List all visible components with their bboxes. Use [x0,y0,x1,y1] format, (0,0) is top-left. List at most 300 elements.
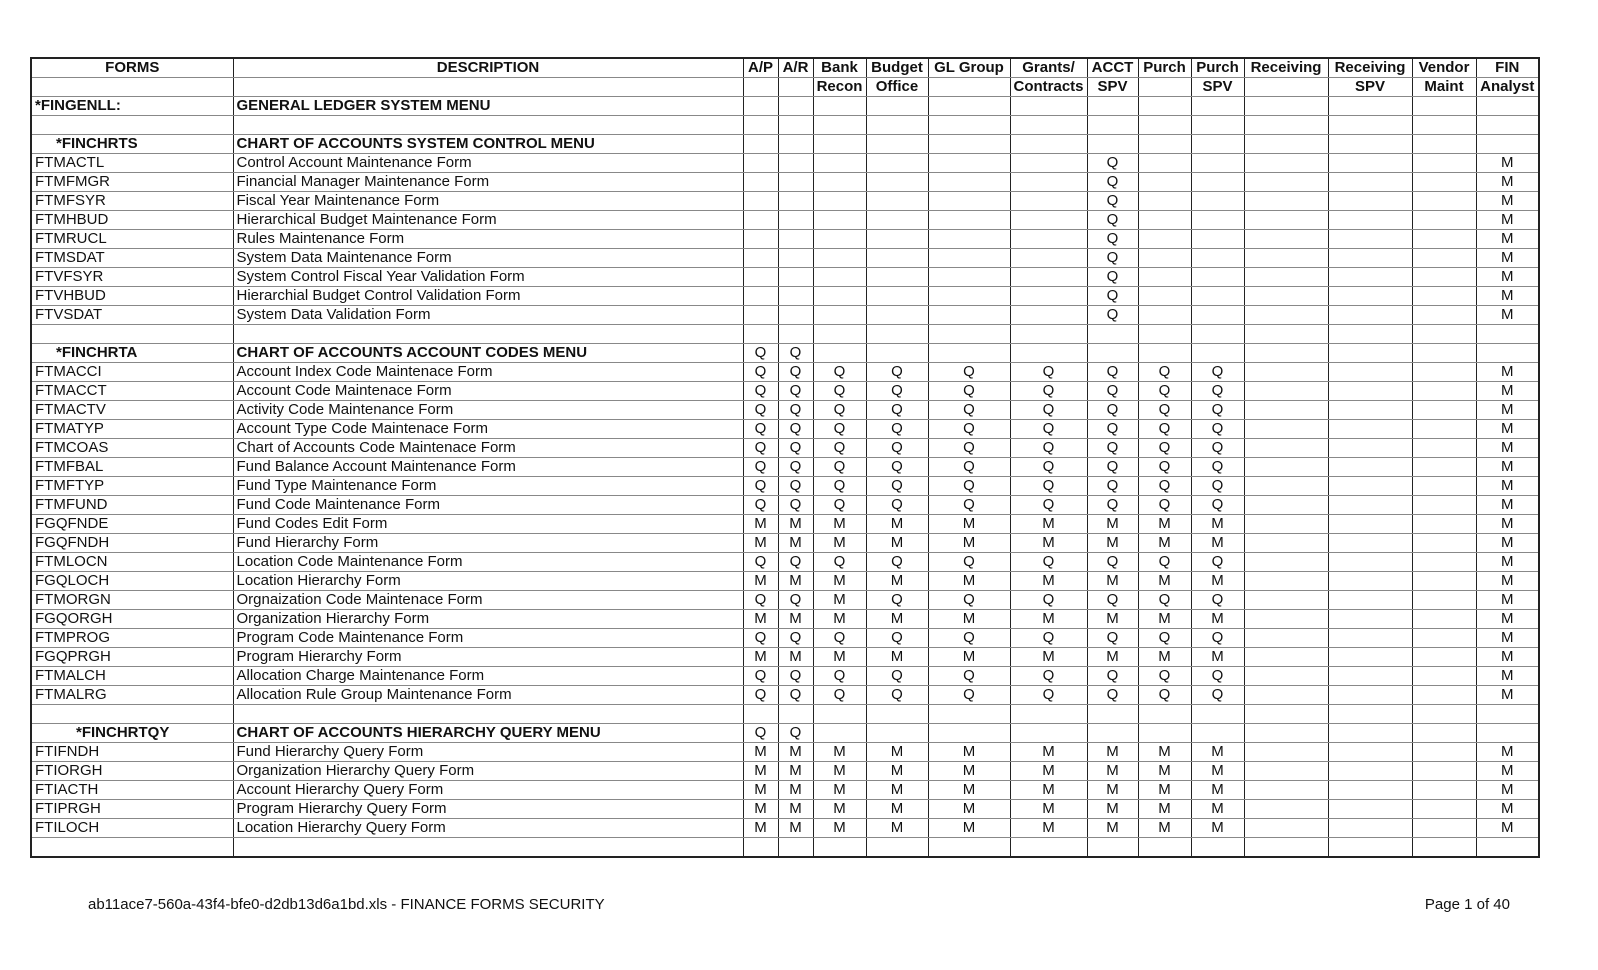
access-cell-ar [778,211,813,230]
access-cell-grants-contracts: Q [1010,667,1087,686]
access-cell-fin-analyst: M [1476,762,1539,781]
column-header-receiving-spv: Receiving [1328,58,1412,78]
access-cell-purch [1138,173,1191,192]
access-cell-gl-group: Q [928,629,1010,648]
access-cell-purch [1138,192,1191,211]
access-cell-purch-spv: M [1191,762,1244,781]
access-cell-purch: M [1138,781,1191,800]
access-cell-budget-office: M [866,781,928,800]
access-cell-ap [743,211,778,230]
table-row [31,553,1539,572]
access-cell-vendor-maint [1412,154,1476,173]
access-cell-gl-group [928,173,1010,192]
column-header-receiving: Receiving [1244,58,1328,78]
blank-row [31,325,1539,344]
access-cell-ap: Q [743,629,778,648]
form-description-cell [233,325,743,344]
access-cell-purch-spv: M [1191,781,1244,800]
access-cell-ap: Q [743,420,778,439]
access-cell-grants-contracts [1010,306,1087,325]
access-cell-gl-group [928,211,1010,230]
access-cell-vendor-maint [1412,249,1476,268]
access-cell-acct-spv [1087,325,1138,344]
access-cell-purch-spv [1191,287,1244,306]
access-cell-receiving [1244,363,1328,382]
access-cell-fin-analyst: M [1476,382,1539,401]
access-cell-acct-spv: M [1087,762,1138,781]
access-cell-receiving [1244,781,1328,800]
access-cell-ap [743,287,778,306]
table-row [31,173,1539,192]
access-cell-fin-analyst: M [1476,211,1539,230]
table-row [31,667,1539,686]
header-row [31,78,1539,97]
access-cell-vendor-maint [1412,572,1476,591]
access-cell-bank-recon [813,838,866,858]
access-cell-vendor-maint [1412,439,1476,458]
access-cell-gl-group: Q [928,420,1010,439]
access-cell-purch: Q [1138,667,1191,686]
access-cell-purch-spv [1191,344,1244,363]
access-cell-receiving [1244,819,1328,838]
access-cell-gl-group [928,135,1010,154]
form-description-cell: CHART OF ACCOUNTS HIERARCHY QUERY MENU [233,724,743,743]
access-cell-ap: M [743,743,778,762]
access-cell-receiving-spv [1328,230,1412,249]
access-cell-acct-spv: M [1087,610,1138,629]
access-cell-receiving-spv [1328,705,1412,724]
access-cell-fin-analyst: M [1476,629,1539,648]
access-cell-bank-recon: Q [813,363,866,382]
access-cell-acct-spv: Q [1087,211,1138,230]
access-cell-vendor-maint [1412,363,1476,382]
access-cell-vendor-maint [1412,97,1476,116]
access-cell-purch-spv [1191,97,1244,116]
access-cell-receiving-spv [1328,781,1412,800]
access-cell-grants-contracts: Q [1010,382,1087,401]
access-cell-ar: Q [778,591,813,610]
access-cell-grants-contracts: Q [1010,458,1087,477]
access-cell-gl-group [928,249,1010,268]
access-cell-receiving-spv [1328,458,1412,477]
access-cell-fin-analyst [1476,705,1539,724]
access-cell-grants-contracts: Q [1010,363,1087,382]
form-description-cell: Fund Code Maintenance Form [233,496,743,515]
form-description-cell: Financial Manager Maintenance Form [233,173,743,192]
access-cell-receiving [1244,629,1328,648]
access-cell-vendor-maint [1412,344,1476,363]
access-cell-receiving [1244,192,1328,211]
access-cell-purch-spv [1191,154,1244,173]
access-cell-receiving-spv [1328,439,1412,458]
access-cell-ar: M [778,800,813,819]
access-cell-budget-office: M [866,800,928,819]
access-cell-ap: M [743,534,778,553]
access-cell-ap [743,192,778,211]
access-cell-bank-recon [813,287,866,306]
access-cell-grants-contracts [1010,135,1087,154]
access-cell-receiving [1244,97,1328,116]
access-cell-acct-spv: Q [1087,382,1138,401]
access-cell-ar: Q [778,382,813,401]
access-cell-grants-contracts [1010,97,1087,116]
access-cell-gl-group: Q [928,363,1010,382]
access-cell-acct-spv: Q [1087,173,1138,192]
access-cell-vendor-maint [1412,268,1476,287]
access-cell-grants-contracts: M [1010,781,1087,800]
footer-filename: ab11ace7-560a-43f4-bfe0-d2db13d6a1bd.xls - FINANCE FORMS SECURITY [88,896,605,913]
form-code-cell: FTMACCI [31,363,233,382]
access-cell-acct-spv: Q [1087,553,1138,572]
form-code-cell: FTMFUND [31,496,233,515]
access-cell-gl-group: M [928,819,1010,838]
access-cell-ar: M [778,534,813,553]
form-code-cell: FTMATYP [31,420,233,439]
access-cell-bank-recon: M [813,743,866,762]
access-cell-fin-analyst: M [1476,230,1539,249]
access-cell-bank-recon: Q [813,667,866,686]
access-cell-vendor-maint [1412,781,1476,800]
form-code-cell: FGQLOCH [31,572,233,591]
access-cell-receiving [1244,648,1328,667]
table-row [31,477,1539,496]
access-cell-grants-contracts: Q [1010,496,1087,515]
form-description-cell: Organization Hierarchy Form [233,610,743,629]
access-cell-gl-group: Q [928,477,1010,496]
access-cell-receiving [1244,477,1328,496]
access-cell-ap [743,135,778,154]
access-cell-budget-office: Q [866,629,928,648]
access-cell-acct-spv [1087,724,1138,743]
access-cell-ar: Q [778,439,813,458]
access-cell-receiving-spv [1328,496,1412,515]
access-cell-purch-spv [1191,249,1244,268]
access-cell-acct-spv: Q [1087,154,1138,173]
form-description-cell: Location Hierarchy Form [233,572,743,591]
form-code-cell: FTMSDAT [31,249,233,268]
access-cell-vendor-maint [1412,838,1476,858]
access-cell-bank-recon [813,135,866,154]
form-description-cell: Account Type Code Maintenace Form [233,420,743,439]
access-cell-purch-spv: M [1191,515,1244,534]
access-cell-receiving-spv [1328,629,1412,648]
access-cell-fin-analyst: M [1476,154,1539,173]
access-cell-receiving [1244,249,1328,268]
form-code-cell: *FINCHRTS [31,135,233,154]
access-cell-budget-office: Q [866,458,928,477]
access-cell-bank-recon [813,192,866,211]
access-cell-gl-group [928,116,1010,135]
access-cell-purch-spv [1191,306,1244,325]
access-cell-gl-group [928,154,1010,173]
access-cell-grants-contracts: M [1010,800,1087,819]
access-cell-budget-office: M [866,648,928,667]
access-cell-vendor-maint [1412,648,1476,667]
column-header-ar [778,78,813,97]
access-cell-grants-contracts: Q [1010,686,1087,705]
access-cell-bank-recon [813,173,866,192]
access-cell-fin-analyst: M [1476,800,1539,819]
form-code-cell: FTMALRG [31,686,233,705]
column-header-gl-group: GL Group [928,58,1010,78]
form-code-cell: *FINCHRTQY [31,724,233,743]
access-cell-vendor-maint [1412,705,1476,724]
column-header-vendor-maint: Vendor [1412,58,1476,78]
menu-row [31,344,1539,363]
access-cell-fin-analyst: M [1476,439,1539,458]
access-cell-receiving [1244,135,1328,154]
access-cell-ar [778,838,813,858]
access-cell-vendor-maint [1412,420,1476,439]
form-code-cell: FTMALCH [31,667,233,686]
menu-row [31,97,1539,116]
form-code-cell: FTMFMGR [31,173,233,192]
access-cell-purch-spv [1191,268,1244,287]
form-description-cell: Account Code Maintenace Form [233,382,743,401]
access-cell-ar: Q [778,401,813,420]
access-cell-vendor-maint [1412,116,1476,135]
form-code-cell: FTMRUCL [31,230,233,249]
access-cell-purch [1138,705,1191,724]
access-cell-gl-group [928,325,1010,344]
access-cell-receiving-spv [1328,610,1412,629]
access-cell-ar: Q [778,458,813,477]
access-cell-grants-contracts: M [1010,515,1087,534]
access-cell-vendor-maint [1412,762,1476,781]
access-cell-purch: Q [1138,401,1191,420]
access-cell-budget-office [866,116,928,135]
access-cell-grants-contracts: M [1010,534,1087,553]
access-cell-receiving [1244,306,1328,325]
column-header-vendor-maint: Maint [1412,78,1476,97]
access-cell-fin-analyst [1476,344,1539,363]
access-cell-purch-spv: M [1191,800,1244,819]
access-cell-acct-spv: M [1087,648,1138,667]
access-cell-bank-recon [813,97,866,116]
access-cell-vendor-maint [1412,667,1476,686]
access-cell-ap: Q [743,477,778,496]
access-cell-purch-spv: M [1191,743,1244,762]
access-cell-purch: Q [1138,629,1191,648]
access-cell-acct-spv [1087,344,1138,363]
form-description-cell: Fund Balance Account Maintenance Form [233,458,743,477]
access-cell-receiving [1244,762,1328,781]
blank-row [31,838,1539,858]
table-row [31,154,1539,173]
access-cell-vendor-maint [1412,629,1476,648]
access-cell-fin-analyst: M [1476,667,1539,686]
access-cell-budget-office [866,325,928,344]
access-cell-ap [743,306,778,325]
access-cell-grants-contracts: M [1010,648,1087,667]
form-code-cell: FTMFTYP [31,477,233,496]
access-cell-bank-recon [813,230,866,249]
access-cell-bank-recon [813,325,866,344]
access-cell-purch-spv: Q [1191,629,1244,648]
access-cell-bank-recon: Q [813,477,866,496]
access-cell-receiving-spv [1328,686,1412,705]
access-cell-receiving [1244,382,1328,401]
access-cell-purch [1138,306,1191,325]
access-cell-purch-spv: Q [1191,477,1244,496]
form-description-cell: Rules Maintenance Form [233,230,743,249]
access-cell-grants-contracts [1010,116,1087,135]
form-code-cell: FTMFBAL [31,458,233,477]
access-cell-acct-spv: Q [1087,458,1138,477]
access-cell-budget-office: Q [866,686,928,705]
access-cell-purch-spv [1191,192,1244,211]
access-cell-fin-analyst [1476,116,1539,135]
access-cell-receiving-spv [1328,268,1412,287]
access-cell-receiving-spv [1328,648,1412,667]
access-cell-ap: Q [743,458,778,477]
access-cell-purch-spv: Q [1191,496,1244,515]
access-cell-acct-spv: Q [1087,401,1138,420]
access-cell-budget-office: Q [866,363,928,382]
access-cell-vendor-maint [1412,496,1476,515]
access-cell-fin-analyst: M [1476,534,1539,553]
access-cell-grants-contracts: Q [1010,439,1087,458]
access-cell-fin-analyst: M [1476,268,1539,287]
access-cell-acct-spv: Q [1087,591,1138,610]
access-cell-gl-group: M [928,800,1010,819]
access-cell-receiving [1244,553,1328,572]
access-cell-purch-spv: M [1191,819,1244,838]
access-cell-ar: M [778,572,813,591]
access-cell-fin-analyst: M [1476,249,1539,268]
access-cell-receiving-spv [1328,572,1412,591]
access-cell-receiving [1244,515,1328,534]
access-cell-acct-spv: Q [1087,439,1138,458]
access-cell-purch: M [1138,800,1191,819]
access-cell-ar [778,268,813,287]
access-cell-receiving-spv [1328,287,1412,306]
access-cell-grants-contracts [1010,268,1087,287]
access-cell-ar: Q [778,686,813,705]
access-cell-ap [743,249,778,268]
access-cell-fin-analyst [1476,724,1539,743]
table-row [31,762,1539,781]
form-description-cell: CHART OF ACCOUNTS SYSTEM CONTROL MENU [233,135,743,154]
access-cell-vendor-maint [1412,553,1476,572]
access-cell-ar: Q [778,477,813,496]
form-code-cell: FTMLOCN [31,553,233,572]
form-description-cell: System Control Fiscal Year Validation Form [233,268,743,287]
column-header-forms [31,78,233,97]
form-code-cell: FTMACTL [31,154,233,173]
access-cell-ap: M [743,648,778,667]
access-cell-ar: M [778,819,813,838]
access-cell-budget-office: M [866,610,928,629]
access-cell-bank-recon [813,705,866,724]
table-row [31,515,1539,534]
access-cell-purch [1138,268,1191,287]
access-cell-acct-spv: M [1087,781,1138,800]
access-cell-ap [743,230,778,249]
column-header-grants-contracts: Contracts [1010,78,1087,97]
column-header-purch-spv: Purch [1191,58,1244,78]
menu-row [31,135,1539,154]
access-cell-acct-spv: Q [1087,629,1138,648]
column-header-purch: Purch [1138,58,1191,78]
access-cell-fin-analyst [1476,97,1539,116]
table-row [31,686,1539,705]
form-code-cell: FTMACTV [31,401,233,420]
access-cell-budget-office [866,724,928,743]
access-cell-vendor-maint [1412,743,1476,762]
access-cell-ap [743,116,778,135]
table-row [31,420,1539,439]
table-row [31,781,1539,800]
table-row [31,401,1539,420]
form-code-cell: FTIACTH [31,781,233,800]
column-header-ap [743,78,778,97]
form-code-cell: FTIPRGH [31,800,233,819]
access-cell-vendor-maint [1412,686,1476,705]
access-cell-vendor-maint [1412,477,1476,496]
access-cell-ap: Q [743,496,778,515]
access-cell-budget-office: M [866,572,928,591]
access-cell-grants-contracts: M [1010,819,1087,838]
access-cell-vendor-maint [1412,211,1476,230]
column-header-bank-recon: Bank [813,58,866,78]
form-description-cell: Fund Codes Edit Form [233,515,743,534]
access-cell-ap [743,325,778,344]
table-row [31,629,1539,648]
table-row [31,211,1539,230]
access-cell-vendor-maint [1412,458,1476,477]
access-cell-budget-office: Q [866,496,928,515]
form-description-cell: Hierarchial Budget Control Validation Form [233,287,743,306]
access-cell-vendor-maint [1412,534,1476,553]
access-cell-ap: M [743,610,778,629]
access-cell-purch-spv [1191,724,1244,743]
table-row [31,458,1539,477]
access-cell-grants-contracts [1010,325,1087,344]
access-cell-budget-office: Q [866,477,928,496]
access-cell-gl-group: Q [928,686,1010,705]
access-cell-receiving-spv [1328,97,1412,116]
access-cell-gl-group: M [928,610,1010,629]
access-cell-grants-contracts [1010,705,1087,724]
form-code-cell [31,325,233,344]
access-cell-grants-contracts: Q [1010,401,1087,420]
access-cell-ap [743,154,778,173]
form-description-cell: Program Hierarchy Form [233,648,743,667]
access-cell-ar: Q [778,667,813,686]
access-cell-ap: Q [743,686,778,705]
table-row [31,743,1539,762]
table-row [31,439,1539,458]
access-cell-ap: Q [743,401,778,420]
access-cell-vendor-maint [1412,610,1476,629]
table-row [31,363,1539,382]
access-cell-ap: M [743,819,778,838]
access-cell-gl-group: M [928,648,1010,667]
access-cell-grants-contracts [1010,249,1087,268]
form-description-cell: Fund Hierarchy Query Form [233,743,743,762]
access-cell-ar [778,116,813,135]
access-cell-ap: Q [743,382,778,401]
access-cell-bank-recon: Q [813,458,866,477]
form-description-cell: Fiscal Year Maintenance Form [233,192,743,211]
access-cell-gl-group [928,268,1010,287]
access-cell-ar: Q [778,420,813,439]
access-cell-budget-office: M [866,534,928,553]
header-row [31,58,1539,78]
access-cell-receiving [1244,325,1328,344]
form-description-cell: Activity Code Maintenance Form [233,401,743,420]
